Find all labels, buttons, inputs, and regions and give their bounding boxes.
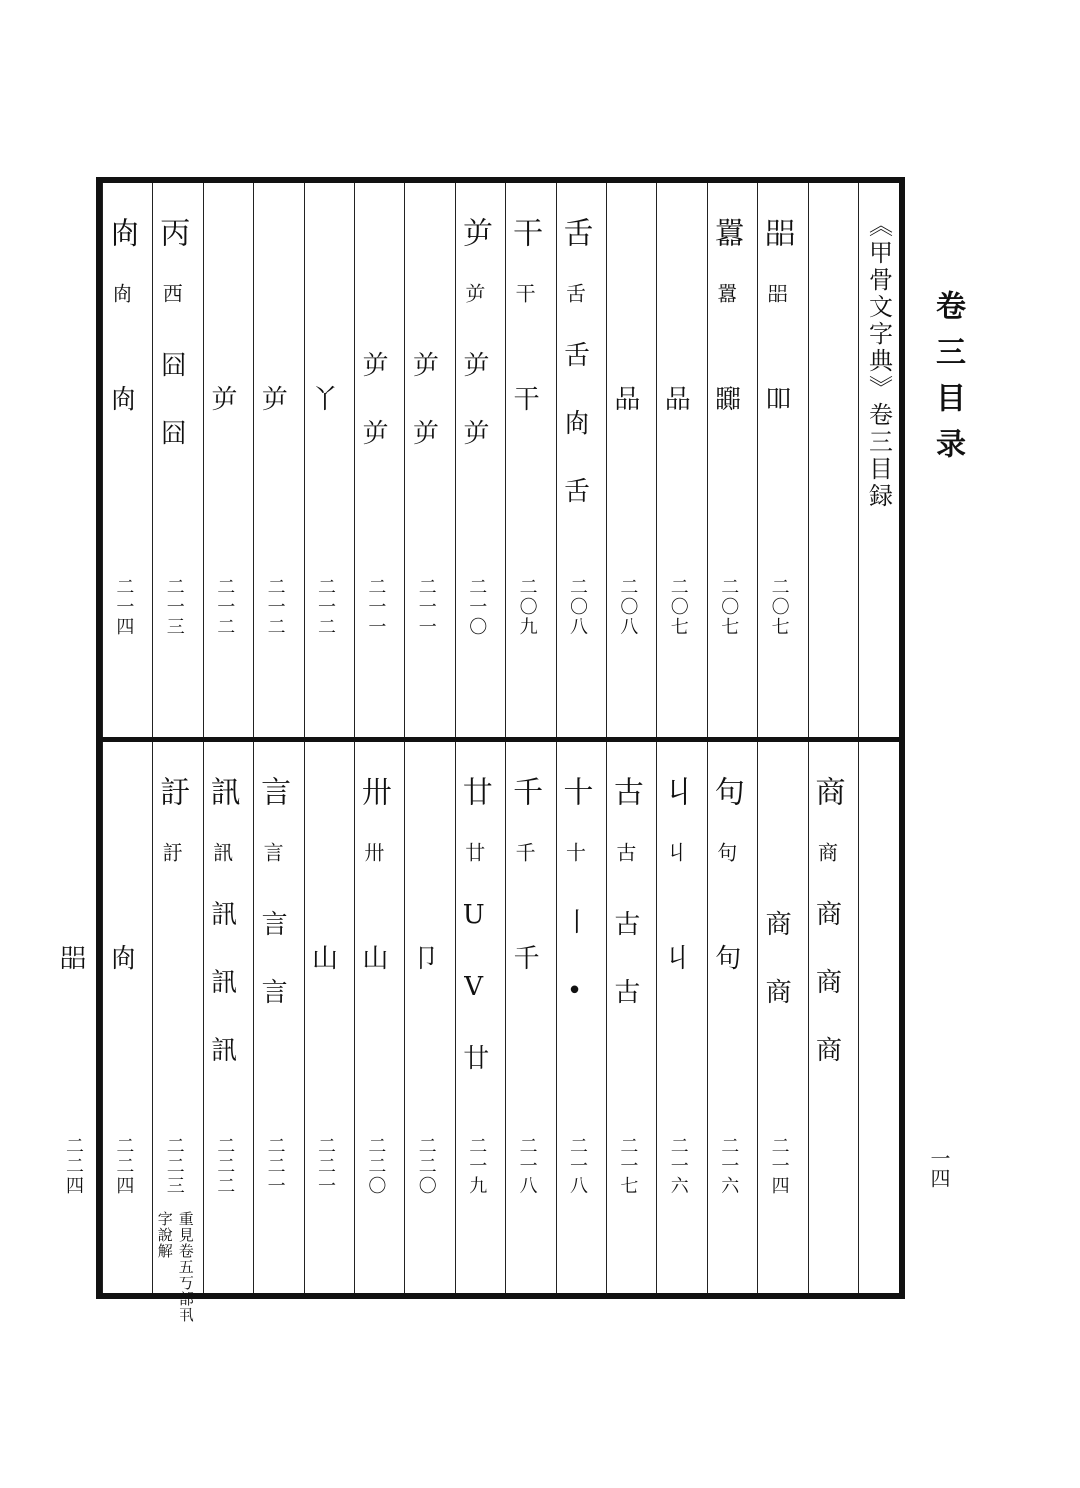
oracle-glyph: 丙 [154,217,190,247]
index-entry [802,207,851,461]
page-reference: 二一一 [415,577,437,637]
variant-glyphs: 屰 [257,385,288,417]
page-reference: 二一二 [264,577,286,637]
oracle-glyph: 十 [557,776,593,806]
index-entry [298,766,347,1020]
index-entry [802,766,851,1068]
index-entry [500,207,549,461]
variant-glyphs: 丨 • [559,908,590,1012]
page-reference: 二一二 [315,577,336,637]
modern-character: 丩 [663,842,688,862]
variant-glyphs: 言 言 [257,910,288,1010]
page-reference: 二一二 [214,577,236,637]
modern-character: 㗊 [764,283,789,303]
page-reference: 二一四 [768,1136,790,1196]
oracle-glyph: 舌 [557,217,593,247]
index-entry [752,207,801,461]
oracle-glyph: 屰 [456,217,492,247]
page-reference: 二一九 [466,1136,488,1196]
index-entry [449,207,498,461]
modern-character: 囂 [713,283,738,303]
cross-reference-note: 重見卷五丂部丮字說解 [155,1211,195,1323]
modern-character: 西 [159,283,184,303]
variant-glyphs: 山 [357,944,388,976]
index-entry [348,207,397,461]
page-reference: 二二四 [63,1136,84,1196]
oracle-glyph: 卅 [355,776,391,806]
page-reference: 二二四 [113,1136,135,1196]
variant-glyphs: 千 [509,944,540,976]
index-entry [96,207,145,461]
index-entry [701,766,750,1020]
variant-glyphs: 屰 屰 [458,351,489,451]
page-reference: 二二〇 [365,1136,387,1196]
oracle-glyph: 訏 [154,776,190,806]
oracle-glyph: 商 [809,776,845,806]
oracle-glyph: 㗊 [759,217,795,247]
oracle-glyph: 千 [507,776,543,806]
variant-glyphs: 㗊 [55,944,86,976]
oracle-glyph: 干 [507,217,543,247]
index-entry [348,766,397,1020]
variant-glyphs: 品 [660,385,691,417]
variant-glyphs: 丩 [660,944,691,976]
oracle-glyph: 言 [255,776,291,806]
index-entry [600,207,649,461]
page-reference: 二二二 [214,1136,236,1196]
variant-glyphs: 丫 [307,385,338,417]
variant-glyphs: 卩 [408,944,439,976]
index-entry [96,766,145,1020]
page-reference: 二一八 [567,1136,588,1196]
modern-character: 卅 [360,842,385,862]
page-reference: 二一四 [113,577,135,637]
chapter-title: 卷三目录 [930,290,965,474]
page-reference: 二〇八 [567,577,588,637]
variant-glyphs: 屰 [206,385,237,417]
oracle-glyph: 廿 [456,776,492,806]
index-entry [399,207,448,461]
variant-glyphs: 舌 㕯 舌 [559,341,590,509]
page-reference: 二〇七 [667,577,689,637]
variant-glyphs: 商 商 商 [811,900,842,1068]
oracle-glyph: 句 [708,776,744,806]
oracle-glyph: 訊 [204,776,240,806]
page-reference: 二一一 [365,577,387,637]
variant-glyphs: 囧 囧 [156,351,187,451]
oracle-glyph: 古 [607,776,643,806]
page-reference: 二二〇 [415,1136,437,1196]
oracle-glyph: 囂 [708,217,744,247]
index-entry [550,766,599,1020]
modern-character: 㕯 [108,283,133,303]
variant-glyphs: 屰 屰 [357,351,388,451]
index-entry [651,766,700,1020]
variant-glyphs: 商 商 [761,910,792,1010]
page-reference: 二一七 [617,1136,639,1196]
index-entry [399,766,448,1020]
page-reference: 二一三 [163,577,185,637]
page-reference: 二〇八 [617,577,639,637]
modern-character: 千 [512,842,537,862]
index-entry [147,207,196,461]
page-reference: 二一六 [718,1136,740,1196]
variant-glyphs: 㕯 [105,944,136,976]
horizontal-divider [102,737,899,742]
index-entry [147,766,196,1020]
variant-glyphs: 㕯 [105,385,136,417]
modern-character: 舌 [562,283,587,303]
modern-character: 訊 [209,842,234,862]
page-reference: 二一八 [516,1136,538,1196]
variant-glyphs: 嚻 [710,385,741,417]
index-entry [701,207,750,461]
page-reference: 二二一 [264,1136,286,1196]
book-title-column [854,213,903,510]
modern-character: 訏 [159,842,184,862]
variant-glyphs: 干 [509,385,540,417]
index-entry [449,766,498,1076]
index-entry [550,207,599,509]
index-entry [248,766,297,1020]
oracle-glyph: 丩 [658,776,694,806]
modern-character: 言 [260,842,285,862]
oracle-glyph: 㕯 [103,217,139,247]
variant-glyphs: 古 古 [609,910,640,1010]
index-entry [651,207,700,461]
variant-glyphs: 吅 [761,385,792,417]
modern-character: 屰 [461,283,486,303]
index-entry [197,207,246,461]
index-entry [752,766,801,1020]
modern-character: 句 [713,842,738,862]
modern-character: 古 [612,842,637,862]
modern-character: 十 [562,842,587,862]
page-reference: 二〇七 [768,577,790,637]
character-index-table [55,177,905,1323]
page-reference: 二二三 [163,1136,185,1196]
modern-character: 廿 [461,842,486,862]
page-number: 一四 [927,1148,951,1188]
page-reference: 二一六 [667,1136,689,1196]
page-reference: 二〇七 [718,577,740,637]
page-reference: 二〇九 [516,577,538,637]
modern-character: 干 [512,283,537,303]
variant-glyphs: 品 [609,385,640,417]
index-entry [197,766,246,1068]
page-reference: 二二一 [315,1136,336,1196]
column-line [858,742,859,1293]
page-reference: 二一〇 [466,577,488,637]
book-title: 《甲骨文字典》卷三目録 [864,213,893,510]
index-entry [600,766,649,1020]
index-entry [46,766,95,1020]
variant-glyphs: 屰 屰 [408,351,439,451]
index-entry [500,766,549,1020]
index-entry [298,207,347,461]
variant-glyphs: U V 廿 [458,900,489,1076]
variant-glyphs: 山 [307,944,338,976]
variant-glyphs: 訊 訊 訊 [206,900,237,1068]
index-entry [248,207,297,461]
modern-character: 商 [814,842,839,862]
variant-glyphs: 句 [710,944,741,976]
